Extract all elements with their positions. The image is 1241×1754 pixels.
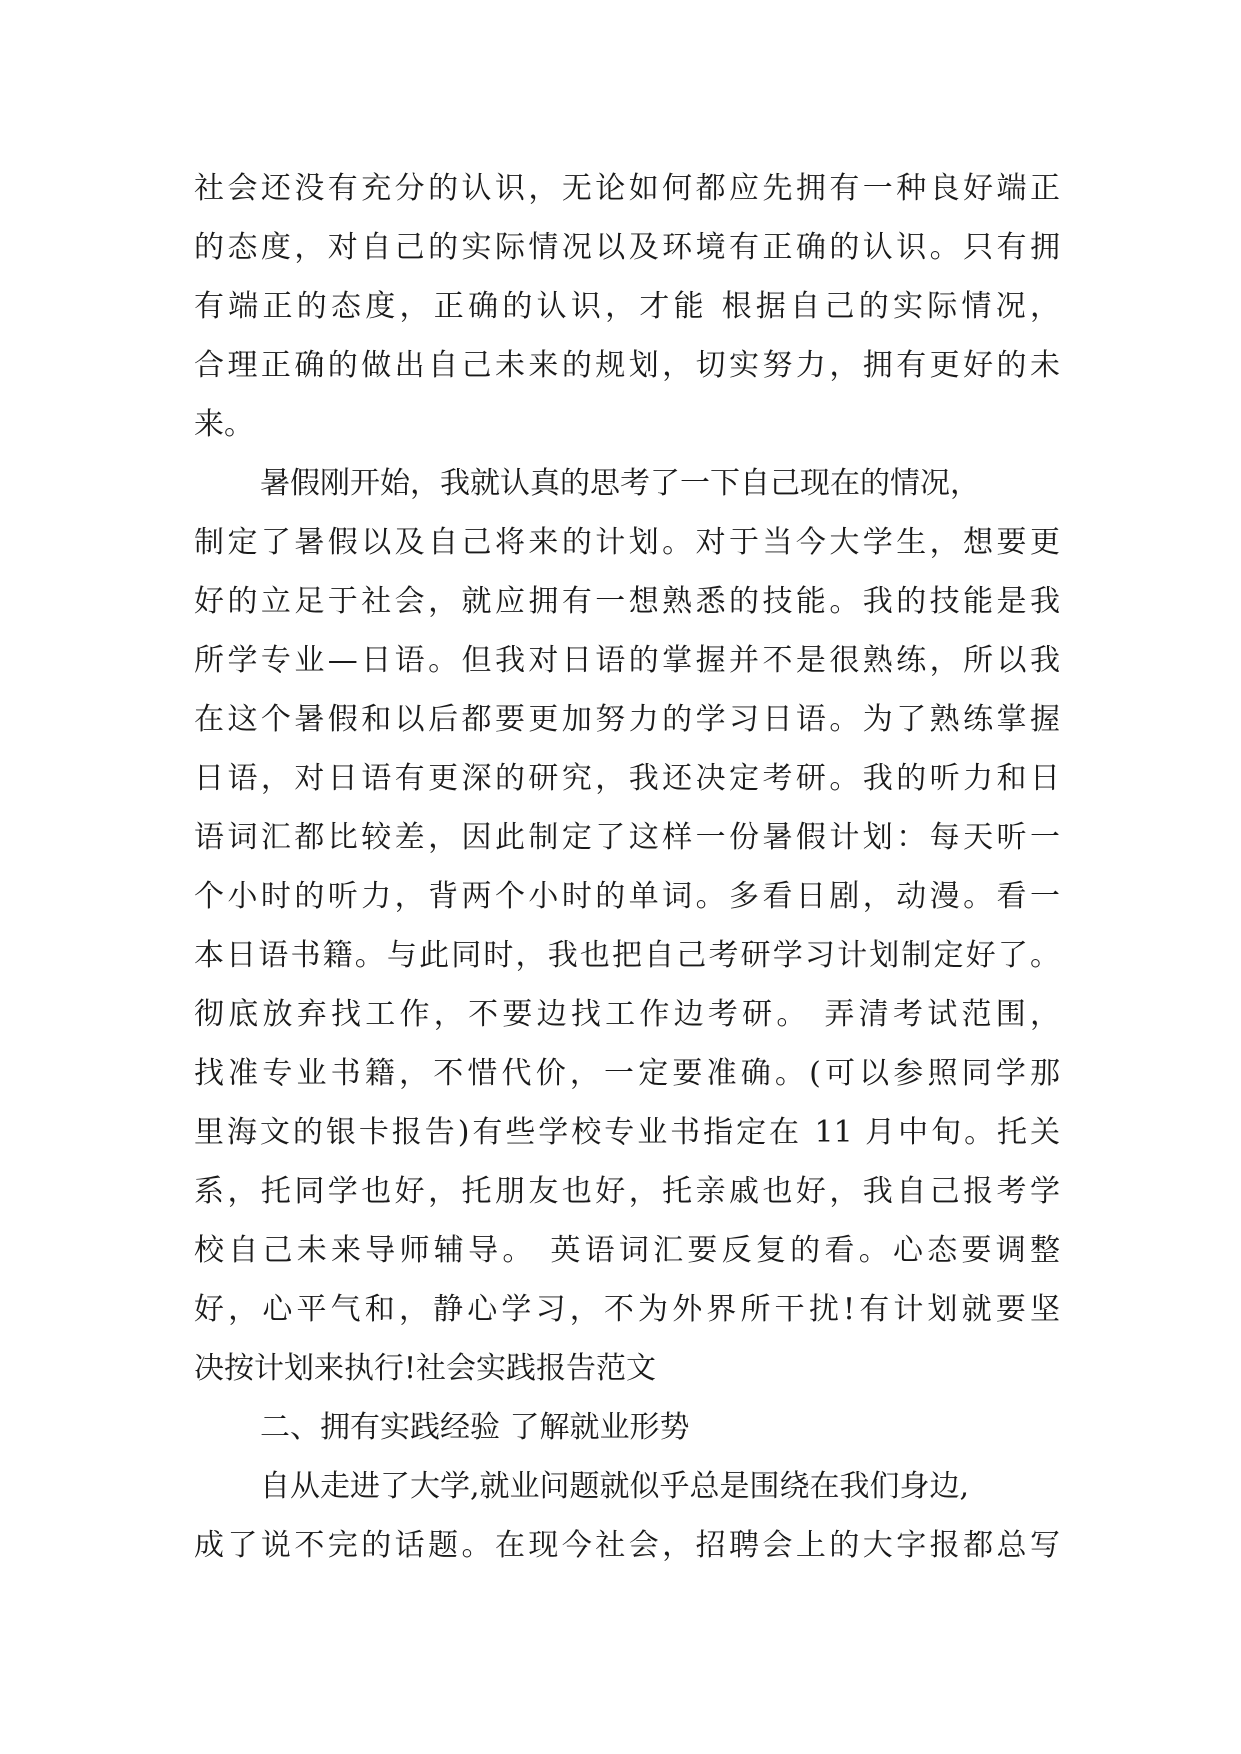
text-line: 所学专业—日语。但我对日语的掌握并不是很熟练，所以我 xyxy=(194,643,1060,678)
text-line: 找准专业书籍，不惜代价，一定要准确。(可以参照同学那 xyxy=(194,1056,1060,1091)
text-line: 来。 xyxy=(194,407,254,442)
text-line: 校自己未来导师辅导。 英语词汇要反复的看。心态要调整 xyxy=(194,1233,1060,1268)
text-line: 决按计划来执行!社会实践报告范文 xyxy=(194,1351,657,1386)
text-line: 合理正确的做出自己未来的规划，切实努力，拥有更好的未 xyxy=(194,348,1060,383)
text-line: 系，托同学也好，托朋友也好，托亲戚也好，我自己报考学 xyxy=(194,1174,1060,1209)
heading-line: 二、拥有实践经验 了解就业形势 xyxy=(260,1410,690,1445)
text-line: 好，心平气和，静心学习，不为外界所干扰!有计划就要坚 xyxy=(194,1292,1060,1327)
text-line: 自从走进了大学,就业问题就似乎总是围绕在我们身边, xyxy=(260,1469,970,1504)
text-line: 本日语书籍。与此同时，我也把自己考研学习计划制定好了。 xyxy=(194,938,1060,973)
text-line: 有端正的态度，正确的认识，才能 根据自己的实际情况， xyxy=(194,289,1060,324)
text-line: 在这个暑假和以后都要更加努力的学习日语。为了熟练掌握 xyxy=(194,702,1060,737)
text-line: 的态度，对自己的实际情况以及环境有正确的认识。只有拥 xyxy=(194,230,1060,265)
text-line: 制定了暑假以及自己将来的计划。对于当今大学生，想要更 xyxy=(194,525,1060,560)
paragraph-summer-plan xyxy=(194,454,1060,1398)
text-line: 彻底放弃找工作，不要边找工作边考研。 弄清考试范围， xyxy=(194,997,1060,1032)
text-line: 个小时的听力，背两个小时的单词。多看日剧，动漫。看一 xyxy=(194,879,1060,914)
paragraph-employment xyxy=(194,1457,1060,1575)
text-line: 日语，对日语有更深的研究，我还决定考研。我的听力和日 xyxy=(194,761,1060,796)
text-line: 语词汇都比较差，因此制定了这样一份暑假计划：每天听一 xyxy=(194,820,1060,855)
text-line: 里海文的银卡报告)有些学校专业书指定在 11 月中旬。托关 xyxy=(194,1115,1060,1150)
section-heading xyxy=(194,1398,1060,1457)
text-line: 暑假刚开始，我就认真的思考了一下自己现在的情况， xyxy=(260,466,980,501)
paragraph-continuation xyxy=(194,159,1060,454)
text-line: 好的立足于社会，就应拥有一想熟悉的技能。我的技能是我 xyxy=(194,584,1060,619)
document-body xyxy=(194,159,1060,1575)
text-line: 社会还没有充分的认识，无论如何都应先拥有一种良好端正 xyxy=(194,171,1060,206)
text-line: 成了说不完的话题。在现今社会，招聘会上的大字报都总写 xyxy=(194,1528,1060,1563)
